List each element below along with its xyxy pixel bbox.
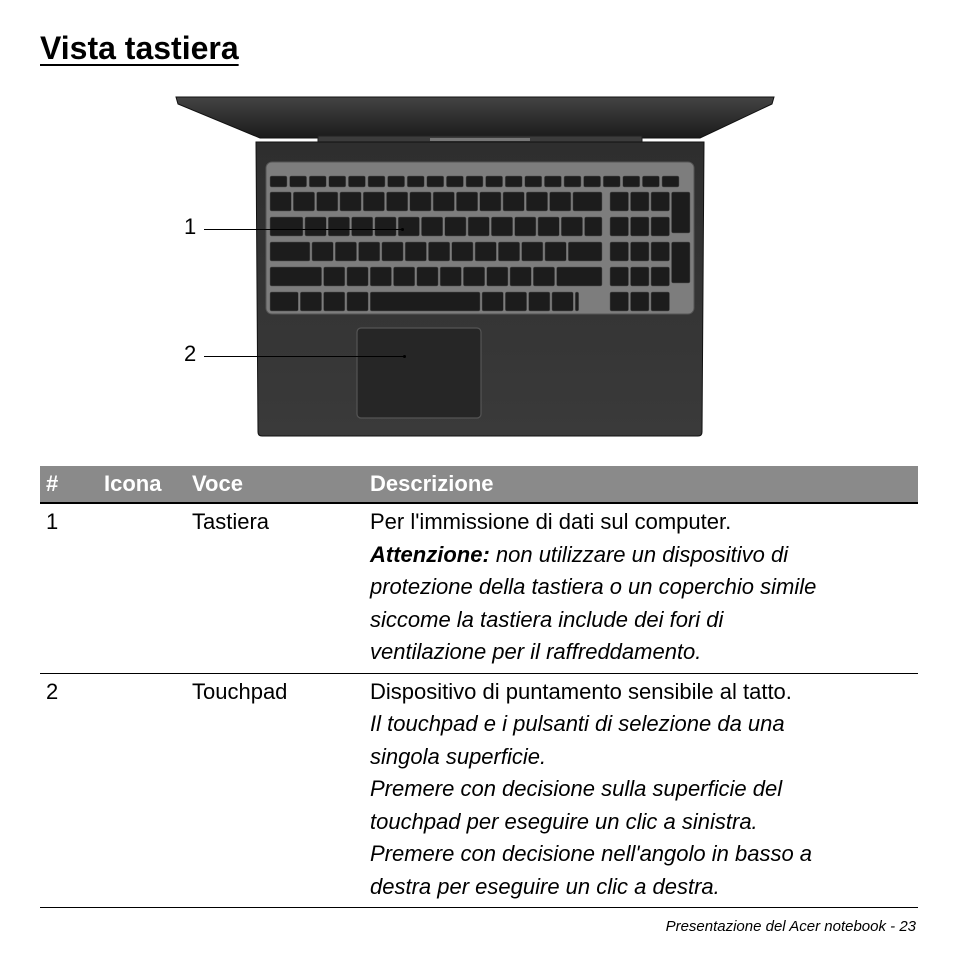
keyboard-key xyxy=(610,217,629,236)
keyboard-key xyxy=(573,192,602,211)
keyboard-key xyxy=(445,217,466,236)
keyboard-key xyxy=(651,217,670,236)
keyboard-key xyxy=(491,217,512,236)
keyboard-key xyxy=(428,242,449,261)
parts-table xyxy=(40,466,918,908)
keyboard-key xyxy=(486,176,503,187)
keyboard-key xyxy=(421,217,442,236)
keyboard-key xyxy=(335,242,356,261)
row-item: Tastiera xyxy=(186,503,364,673)
warning-text: siccome la tastiera include dei fori di xyxy=(370,606,724,632)
keyboard-key xyxy=(440,267,461,286)
description-note: Premere con decisione sulla superficie del xyxy=(370,776,783,801)
keyboard-key xyxy=(631,217,650,236)
keyboard-key xyxy=(631,267,650,286)
keyboard-key xyxy=(557,267,602,286)
keyboard-key xyxy=(324,267,345,286)
table-row xyxy=(40,503,918,673)
keyboard-key xyxy=(312,242,333,261)
callout-number-2: 2 xyxy=(184,341,197,366)
keyboard-key xyxy=(352,217,373,236)
keyboard-key xyxy=(363,192,384,211)
description-note: Premere con decisione nell'angolo in basso a xyxy=(370,841,813,866)
description-note: touchpad per eseguire un clic a sinistra. xyxy=(370,808,758,834)
keyboard-key xyxy=(468,217,489,236)
keyboard-key xyxy=(610,192,629,211)
keyboard-key xyxy=(545,242,566,261)
row-item: Touchpad xyxy=(186,673,364,908)
warning-label: Attenzione: xyxy=(370,541,490,567)
description-text: Per l'immissione di dati sul computer. xyxy=(370,509,732,534)
keyboard-key xyxy=(309,176,326,187)
keyboard-key xyxy=(417,267,438,286)
keyboard-key xyxy=(672,192,691,233)
keyboard-key xyxy=(328,217,349,236)
keyboard-key xyxy=(387,192,408,211)
header-icon: Icona xyxy=(98,466,186,503)
keyboard-key xyxy=(347,292,368,311)
keyboard-key xyxy=(427,176,444,187)
page-title: Vista tastiera xyxy=(40,30,239,66)
row-icon xyxy=(98,503,186,673)
keyboard-key xyxy=(270,217,303,236)
keyboard-key xyxy=(388,176,405,187)
keyboard-key xyxy=(662,176,679,187)
keyboard-key xyxy=(529,292,550,311)
warning-text: ventilazione per il raffreddamento. xyxy=(370,639,702,664)
keyboard-key xyxy=(370,267,391,286)
header-item: Voce xyxy=(186,466,364,503)
keyboard-key xyxy=(375,217,396,236)
keyboard-key xyxy=(550,192,571,211)
keyboard-key xyxy=(290,176,307,187)
keyboard-key xyxy=(538,217,559,236)
keyboard-key xyxy=(525,176,542,187)
keyboard-key xyxy=(329,176,346,187)
keyboard-key xyxy=(293,192,314,211)
callout-dot-2 xyxy=(403,355,406,358)
keyboard-key xyxy=(368,176,385,187)
keyboard-key xyxy=(631,292,650,311)
keyboard-key xyxy=(575,292,578,311)
keyboard-key xyxy=(270,176,287,187)
keyboard-key xyxy=(498,242,519,261)
row-number: 2 xyxy=(40,673,98,908)
hinge-label xyxy=(430,138,530,141)
keyboard-key xyxy=(585,217,602,236)
laptop-lid xyxy=(176,97,774,138)
keyboard-key xyxy=(382,242,403,261)
keyboard-key xyxy=(433,192,454,211)
keyboard-key xyxy=(631,242,650,261)
keyboard-key xyxy=(300,292,321,311)
keyboard-key xyxy=(610,292,629,311)
row-description xyxy=(364,503,918,673)
keyboard-key xyxy=(324,292,345,311)
keyboard-key xyxy=(456,192,477,211)
keyboard-key xyxy=(359,242,380,261)
keyboard-key xyxy=(603,176,620,187)
keyboard-key xyxy=(651,292,670,311)
keyboard-key xyxy=(503,192,524,211)
keyboard-key xyxy=(584,176,601,187)
laptop-keyboard-view-drawing xyxy=(170,92,790,442)
callout-line-1 xyxy=(204,229,402,230)
keyboard-key xyxy=(446,176,463,187)
keyboard-key xyxy=(407,176,424,187)
keyboard-key xyxy=(370,292,480,311)
keyboard-key xyxy=(552,292,573,311)
header-description: Descrizione xyxy=(364,466,918,503)
table-row xyxy=(40,673,918,908)
keyboard-key xyxy=(270,192,291,211)
keyboard-key xyxy=(340,192,361,211)
keyboard-key xyxy=(466,176,483,187)
keyboard-key xyxy=(526,192,547,211)
keyboard-key xyxy=(672,242,691,283)
keyboard-key xyxy=(475,242,496,261)
keyboard-key xyxy=(270,242,310,261)
row-description xyxy=(364,673,918,908)
touchpad xyxy=(357,328,481,418)
laptop-illustration xyxy=(170,92,790,442)
keyboard-key xyxy=(348,176,365,187)
keyboard-key xyxy=(564,176,581,187)
description-note: singola superficie. xyxy=(370,743,547,769)
keyboard-key xyxy=(510,267,531,286)
keyboard-key xyxy=(317,192,338,211)
keyboard-key xyxy=(398,217,419,236)
keyboard-key xyxy=(623,176,640,187)
callout-dot-1 xyxy=(401,228,404,231)
keyboard-key xyxy=(651,242,670,261)
keyboard-key xyxy=(651,192,670,211)
page-footer: Presentazione del Acer notebook - 23 xyxy=(665,918,916,935)
header-number: # xyxy=(40,466,98,503)
keyboard-key xyxy=(393,267,414,286)
row-number: 1 xyxy=(40,503,98,673)
keyboard-key xyxy=(410,192,431,211)
keyboard-key xyxy=(270,292,298,311)
callout-line-2 xyxy=(204,356,404,357)
description-note: destra per eseguire un clic a destra. xyxy=(370,873,720,899)
keyboard-key xyxy=(631,192,650,211)
keyboard-key xyxy=(561,217,582,236)
keyboard-key xyxy=(347,267,368,286)
keyboard-key xyxy=(405,242,426,261)
table-header-row xyxy=(40,466,918,503)
keyboard-key xyxy=(610,267,629,286)
description-text: Dispositivo di puntamento sensibile al tatto. xyxy=(370,678,792,704)
keyboard-key xyxy=(505,176,522,187)
keyboard-key xyxy=(305,217,326,236)
row-icon xyxy=(98,673,186,908)
keyboard-key xyxy=(515,217,536,236)
keyboard-key xyxy=(642,176,659,187)
description-note: Il touchpad e i pulsanti di selezione da una xyxy=(370,711,785,736)
keyboard-key xyxy=(482,292,503,311)
keyboard-key xyxy=(610,242,629,261)
keyboard-key xyxy=(270,267,322,286)
keyboard-key xyxy=(480,192,501,211)
keyboard-key xyxy=(452,242,473,261)
keyboard-key xyxy=(651,267,670,286)
keyboard-key xyxy=(505,292,526,311)
keyboard-key xyxy=(533,267,554,286)
keyboard-key xyxy=(568,242,602,261)
keyboard-key xyxy=(544,176,561,187)
keyboard-key xyxy=(522,242,543,261)
warning-text: protezione della tastiera o un coperchio simile xyxy=(370,574,817,599)
callout-number-1: 1 xyxy=(184,214,197,239)
warning-text: non utilizzare un dispositivo di xyxy=(489,541,789,567)
keyboard-key xyxy=(487,267,508,286)
keyboard-key xyxy=(463,267,484,286)
